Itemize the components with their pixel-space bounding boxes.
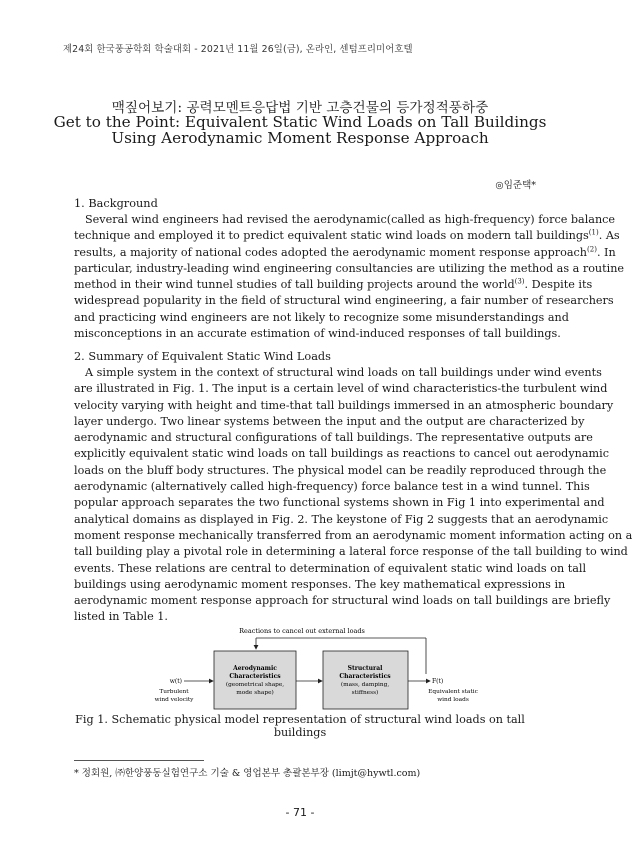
input-symbol: w(t) [169, 678, 182, 685]
paragraph-line: tall building play a pivotal role in determining a lateral force response of the tall building to wind [74, 545, 628, 559]
citation-1: (1) [588, 228, 599, 237]
aerodynamic-box [214, 651, 296, 709]
paragraph-line: popular approach separates the two functional systems shown in Fig 1 into experimental and [74, 496, 605, 510]
paragraph-line: and practicing wind engineers are not likely to recognize some misunderstandings and [74, 310, 569, 324]
paragraph-line: aerodynamic and structural configurations of tall buildings. The representative outputs are [74, 431, 593, 445]
paragraph-line: velocity varying with height and time-that tall buildings immersed in an atmospheric boundary [74, 398, 614, 412]
input-label-1: Turbulent [159, 689, 189, 695]
paragraph-line: are illustrated in Fig. 1. The input is a certain level of wind characteristics-the turbulent wind [74, 382, 608, 396]
title-english-line2: Using Aerodynamic Moment Response Approach [111, 129, 489, 147]
paragraph-line: events. These relations are central to determination of equivalent static wind loads on tall [74, 561, 587, 575]
paragraph-line: widespread popularity in the field of structural wind engineering, a fair number of researchers [74, 294, 614, 308]
paragraph-line: A simple system in the context of structural wind loads on tall buildings under wind events [85, 366, 602, 379]
paragraph-line: method in their wind tunnel studies of tall building projects around the world$^{(3)}$. Despite its [74, 277, 593, 292]
paragraph-line: misconceptions in an accurate estimation of wind-induced responses of tall buildings. [74, 327, 561, 341]
aerodynamic-title-1: Aerodynamic [233, 665, 277, 672]
paragraph-line: listed in Table 1. [74, 610, 168, 624]
schematic-diagram [150, 624, 480, 712]
paragraph-line: aerodynamic (alternatively called high-frequency) force balance test in a wind tunnel. This [74, 480, 590, 494]
citation-2: (2) [587, 244, 597, 253]
structural-sub-1: (mass, damping, [340, 682, 390, 688]
paragraph-line: Several wind engineers had revised the aerodynamic(called as high-frequency) force balance [85, 213, 616, 226]
title-korean: 맥짚어보기: 공력모멘트응답법 기반 고층건물의 등가정적풍하중 [111, 100, 489, 116]
citation-3: (3) [514, 277, 525, 286]
output-symbol: F(t) [432, 678, 444, 685]
paragraph-line: moment response mechanically transferred from an aerodynamic moment information acting on a [74, 528, 632, 542]
paragraph-line: results, a majority of national codes adopted the aerodynamic moment response approach$^{(2)}$. In [74, 244, 616, 259]
section-heading-background: 1. Background [74, 197, 158, 210]
paragraph-line: explicitly equivalent static wind loads on tall buildings as reactions to cancel out aerodynamic [74, 447, 609, 461]
footnote: * 정회원, ㈜한양풍동실험연구소 기술 & 영업본부 총괄본부장 (limjt@hywtl.com) [74, 768, 421, 779]
background-paragraph [74, 212, 625, 342]
paragraph-line: buildings using aerodynamic moment responses. The key mathematical expressions in [74, 577, 566, 591]
paragraph-line: layer undergo. Two linear systems between the input and the output are characterized by [74, 414, 585, 428]
paragraph-line: technique and employed it to predict equivalent static wind loads on modern tall buildings$^{(1)}$. As [74, 228, 620, 243]
paragraph-line: aerodynamic moment response approach for structural wind loads on tall buildings are briefly [74, 594, 611, 608]
structural-title-1: Structural [347, 665, 383, 672]
aerodynamic-sub-2: mode shape) [236, 690, 274, 696]
structural-box [323, 651, 408, 709]
structural-sub-2: stiffness) [351, 690, 379, 696]
structural-title-2: Characteristics [339, 673, 391, 680]
conference-header: 제24회 한국풍공학회 학술대회 - 2021년 11월 26일(금), 온라인, 센텀프리미어호텔 [63, 44, 413, 55]
section-heading-summary: 2. Summary of Equivalent Static Wind Loads [74, 350, 331, 363]
author: ◎임준택* [495, 180, 536, 191]
reactions-label: Reactions to cancel out external loads [239, 627, 365, 635]
footnote-divider [74, 760, 204, 761]
aerodynamic-title-2: Characteristics [229, 673, 281, 680]
input-label-2: wind velocity [154, 697, 194, 703]
title-english-line1: Get to the Point: Equivalent Static Wind Loads on Tall Buildings [53, 113, 547, 131]
output-label-2: wind loads [437, 697, 469, 703]
figure-caption: Fig 1. Schematic physical model representation of structural wind loads on tall buildings [75, 713, 525, 739]
paragraph-line: loads on the bluff body structures. The physical model can be readily reproduced through the [74, 463, 607, 477]
page-number: - 71 - [285, 806, 315, 819]
output-label-1: Equivalent static [428, 689, 478, 695]
aerodynamic-sub-1: (geometrical shape, [225, 682, 285, 688]
paragraph-line: particular, industry-leading wind engineering consultancies are utilizing the method as a routine [74, 261, 625, 275]
summary-paragraph [74, 365, 632, 626]
paragraph-line: analytical domains as displayed in Fig. 2. The keystone of Fig 2 suggests that an aerodynamic [74, 512, 609, 526]
